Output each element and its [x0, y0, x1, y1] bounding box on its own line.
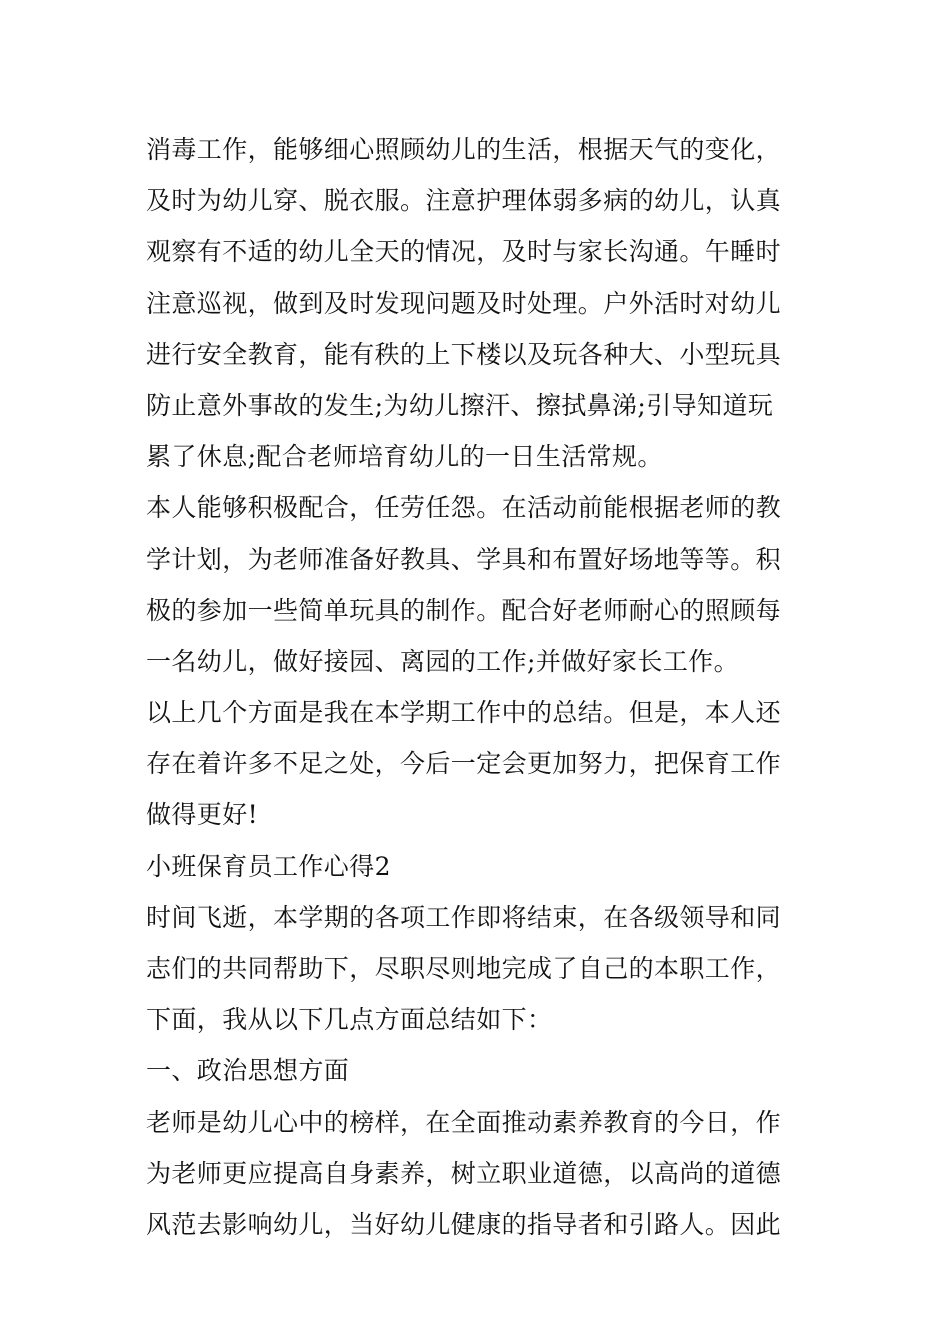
section-heading: 小班保育员工作心得2	[146, 851, 391, 881]
text-line: 极的参加一些简单玩具的制作。配合好老师耐心的照顾每	[146, 595, 782, 625]
text-line: 风范去影响幼儿，当好幼儿健康的指导者和引路人。因此	[146, 1209, 782, 1239]
text-line: 进行安全教育，能有秩的上下楼以及玩各种大、小型玩具	[146, 339, 782, 369]
text-line: 以上几个方面是我在本学期工作中的总结。但是，本人还	[146, 698, 782, 728]
text-line: 存在着许多不足之处，今后一定会更加努力，把保育工作	[146, 749, 782, 779]
text-line: 一名幼儿，做好接园、离园的工作;并做好家长工作。	[146, 646, 740, 676]
text-line: 注意巡视，做到及时发现问题及时处理。户外活时对幼儿	[146, 288, 782, 318]
text-line: 累了休息;配合老师培育幼儿的一日生活常规。	[146, 442, 663, 472]
text-line: 下面，我从以下几点方面总结如下：	[146, 1005, 553, 1035]
text-line: 学计划，为老师准备好教具、学具和布置好场地等等。积	[146, 544, 782, 574]
text-line: 本人能够积极配合，任劳任怨。在活动前能根据老师的教	[146, 493, 782, 523]
subsection-heading: 一、政治思想方面	[146, 1056, 350, 1086]
text-line: 及时为幼儿穿、脱衣服。注意护理体弱多病的幼儿，认真	[146, 186, 782, 216]
text-line: 老师是幼儿心中的榜样，在全面推动素养教育的今日，作	[146, 1107, 782, 1137]
text-line: 时间飞逝，本学期的各项工作即将结束，在各级领导和同	[146, 902, 782, 932]
document-page	[146, 124, 806, 1250]
text-line: 做得更好!	[146, 800, 259, 830]
text-line: 观察有不适的幼儿全天的情况，及时与家长沟通。午睡时	[146, 237, 782, 267]
text-line: 消毒工作，能够细心照顾幼儿的生活，根据天气的变化，	[146, 135, 782, 164]
text-line: 志们的共同帮助下，尽职尽则地完成了自己的本职工作，	[146, 954, 782, 983]
text-line: 为老师更应提高自身素养，树立职业道德，以高尚的道德	[146, 1158, 782, 1188]
text-line: 防止意外事故的发生;为幼儿擦汗、擦拭鼻涕;引导知道玩	[146, 390, 774, 420]
